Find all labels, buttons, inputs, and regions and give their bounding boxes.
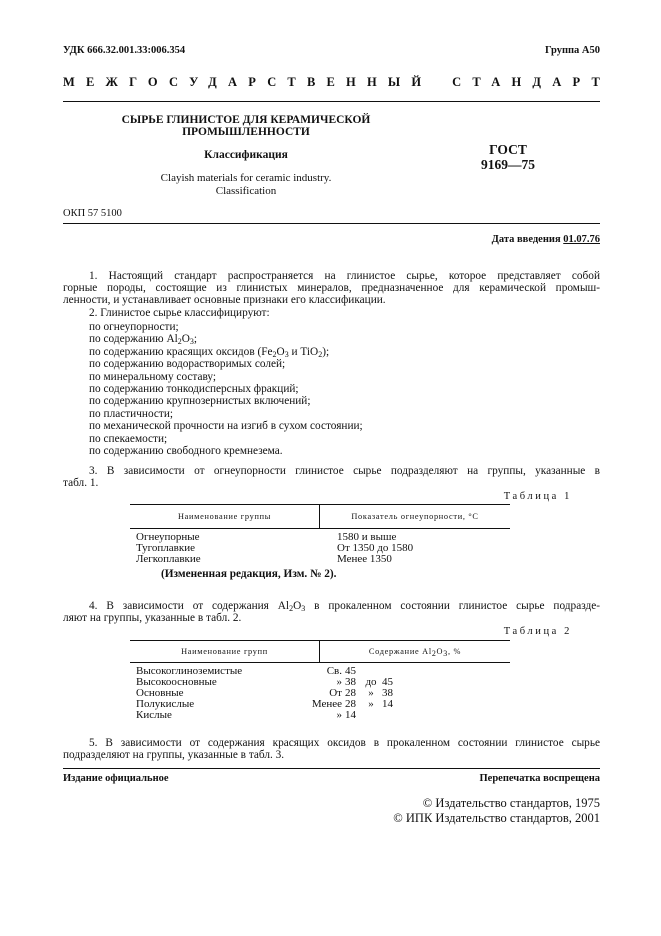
table-cell: Легкоплавкие — [136, 553, 201, 565]
p4-line2: ляют на группы, указанные в табл. 2. — [63, 612, 242, 625]
title-rule — [63, 223, 600, 224]
udk-code: УДК 666.32.001.33:006.354 — [63, 45, 186, 56]
table2-header-rule — [130, 662, 510, 663]
intro-date-value: 01.07.76 — [563, 234, 600, 245]
english-title-line1: Clayish materials for ceramic industry. — [160, 172, 332, 184]
group-code: Группа А50 — [544, 45, 600, 56]
standard-word: СТАНДАРТ — [452, 75, 611, 89]
table1-col2 — [337, 532, 413, 565]
official-edition: Издание официальное — [63, 773, 169, 784]
table-cell: Высокоглиноземистые — [136, 665, 243, 677]
list-item: по содержанию $Al_2O_3$; — [89, 333, 198, 347]
standard-type-heading — [63, 75, 611, 91]
english-title — [63, 172, 429, 197]
p1-line1: 1. Настоящий стандарт распространяется на глинистое сырье, которое представляет собой — [89, 270, 600, 282]
list-item: по огнеупорности; — [89, 321, 179, 333]
table1-col2-header: Показатель огнеупорности, °С — [351, 512, 479, 521]
p5-line1: 5. В зависимости от содержания красящих оксидов в прокаленном состоянии глинистое сырье — [89, 737, 600, 749]
table-cell: Высокоосновные — [136, 676, 217, 688]
table2-top-rule — [130, 640, 510, 641]
table-cell: От 1350 до 1580 — [337, 542, 414, 554]
paragraph-3 — [63, 465, 600, 489]
table1 — [130, 504, 510, 578]
copyright-line2: © ИПК Издательство стандартов, 2001 — [393, 811, 600, 825]
table-cell: до — [365, 676, 377, 688]
table-cell: 38 — [382, 687, 393, 699]
table-cell: Огнеупорные — [136, 531, 200, 543]
doc-title-line1: СЫРЬЕ ГЛИНИСТОЕ ДЛЯ КЕРАМИЧЕСКОЙ — [121, 114, 371, 126]
table-cell: Тугоплавкие — [136, 542, 195, 554]
table-cell: 28 — [345, 698, 356, 710]
table1-col1-header: Наименование группы — [177, 512, 272, 521]
paragraph-1 — [63, 270, 600, 307]
list-item: по содержанию свободного кремнезема. — [89, 445, 283, 458]
doc-subtitle: Классификация — [204, 149, 288, 161]
table2-col-a — [298, 666, 342, 721]
doc-title-line2: ПРОМЫШЛЕННОСТИ — [182, 126, 310, 138]
p1-line3: ленности, и устанавливает основные признаки его классификации. — [63, 294, 386, 307]
table2-caption: Таблица 2 — [503, 626, 572, 637]
table-cell: » — [336, 709, 342, 721]
table2-col-b — [345, 666, 356, 721]
table2-col1-header: Наименование групп — [181, 647, 268, 656]
gost-designation — [468, 142, 548, 172]
gost-number: 9169—75 — [481, 157, 535, 172]
list-item: по минеральному составу; — [89, 370, 217, 383]
english-title-line2: Classification — [215, 184, 277, 197]
list-item: по механической прочности на изгиб в сухом состоянии; — [89, 420, 363, 433]
standard-type-word: МЕЖГОСУДАРСТВЕННЫЙ — [63, 75, 433, 89]
table-cell: От — [329, 687, 342, 699]
intro-date-label: Дата введения — [491, 234, 561, 245]
table2-col-c — [361, 666, 381, 721]
table2 — [130, 640, 510, 722]
list-item: по содержанию красящих оксидов ($Fe_2O_3$ и TiO$_2$); — [89, 345, 330, 359]
table-cell: Св. — [326, 665, 342, 677]
p3-line1: 3. В зависимости от огнеупорности глинистое сырье подразделяют на группы, указанные в — [89, 465, 600, 477]
table-cell: 38 — [345, 676, 356, 688]
amendment-note: (Измененная редакция, Изм. № 2). — [161, 568, 337, 580]
p3-line2: табл. 1. — [63, 477, 99, 490]
table1-caption: Таблица 1 — [503, 491, 572, 502]
table2-col1 — [136, 666, 242, 721]
paragraph-4 — [63, 600, 600, 624]
copyright-block — [393, 796, 600, 826]
gost-label: ГОСТ — [489, 142, 527, 157]
table-cell: 45 — [345, 665, 356, 677]
table2-col2-header: Содержание $Al_2O_3$, % — [368, 647, 462, 658]
paragraph-5 — [63, 737, 600, 761]
top-rule — [63, 101, 600, 102]
p4-line1: 4. В зависимости от содержания $Al_2O_3$ в прокаленном состоянии глинистое сырье подразде- — [89, 600, 600, 613]
classification-list — [89, 321, 363, 457]
table-cell: 14 — [345, 709, 356, 721]
okp-code: ОКП 57 5100 — [63, 208, 122, 219]
footer-rule — [63, 768, 600, 769]
table-cell: Полукислые — [136, 698, 195, 710]
list-item: по содержанию крупнозернистых включений; — [89, 395, 311, 408]
table-cell: 1580 и выше — [337, 531, 397, 543]
table-cell: Менее — [311, 698, 342, 710]
table1-col1 — [136, 532, 201, 565]
p5-line2: подразделяют на группы, указанные в табл. 3. — [63, 749, 285, 762]
table-cell — [382, 710, 393, 721]
table-cell: » — [368, 698, 374, 710]
table1-top-rule — [130, 504, 510, 505]
table-cell — [361, 710, 381, 721]
list-item: по спекаемости; — [89, 432, 168, 445]
table-cell: 45 — [382, 676, 393, 688]
p1-line2: горные породы, состоящие из глинистых минералов, предназначенное для керамической промыш- — [63, 282, 600, 295]
paragraph-2: 2. Глинистое сырье классифицируют: — [89, 307, 270, 319]
table2-col-d — [382, 666, 393, 721]
table-cell: Менее 1350 — [337, 553, 392, 565]
reprint-notice: Перепечатка воспрещена — [479, 773, 600, 784]
doc-title — [63, 114, 429, 138]
list-item: по пластичности; — [89, 407, 174, 420]
table-cell: » — [336, 676, 342, 688]
table-cell: Кислые — [136, 709, 172, 721]
table-cell: 28 — [345, 687, 356, 699]
intro-date — [492, 234, 600, 245]
list-item: по содержанию водорастворимых солей; — [89, 358, 286, 371]
table-cell: Основные — [136, 687, 184, 699]
list-item: по содержанию тонкодисперсных фракций; — [89, 383, 299, 396]
copyright-line1: © Издательство стандартов, 1975 — [422, 796, 600, 810]
table-cell: » — [368, 687, 374, 699]
table1-header-rule — [130, 528, 510, 529]
table-cell: 14 — [382, 698, 393, 710]
